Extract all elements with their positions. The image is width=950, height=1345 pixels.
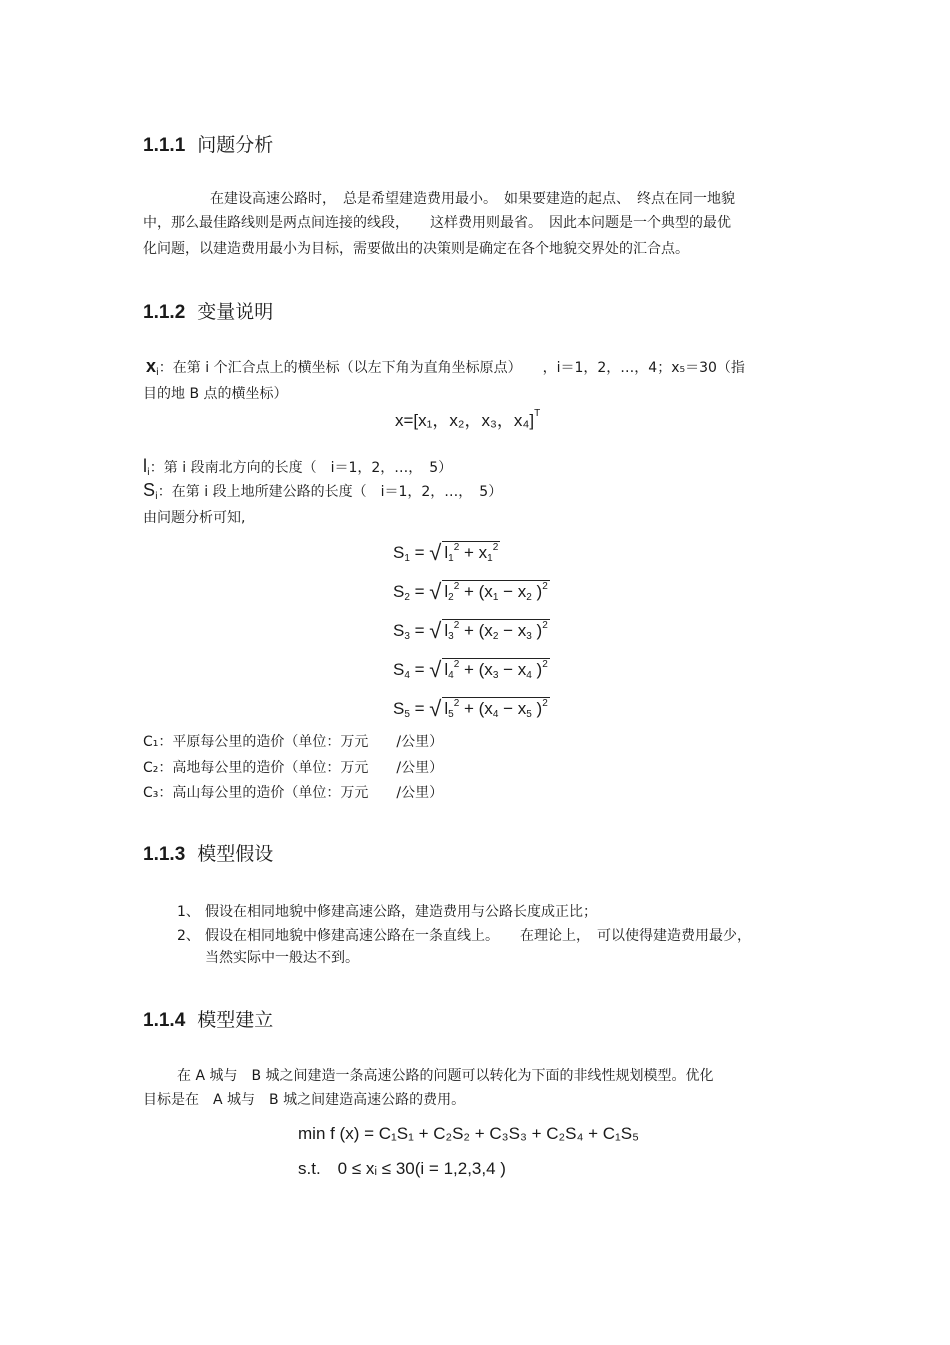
- li-description: ：第 i 段南北方向的长度（ i＝1，2，…， 5）: [149, 460, 453, 476]
- si-symbol: S: [143, 480, 156, 500]
- li-subscript: i: [147, 467, 150, 478]
- derivation-intro: 由问题分析可知,: [143, 510, 246, 526]
- xi-symbol: x: [146, 356, 157, 376]
- model-line-2: 目标是在 A 城与 B 城之间建造高速公路的费用。: [143, 1092, 466, 1108]
- section-title: 变量说明: [197, 301, 274, 323]
- si-description: ：在第 i 段上地所建公路的长度（ i＝1，2，…， 5）: [157, 484, 503, 500]
- assumption-number: 2、: [177, 928, 200, 944]
- equation-s2: $S_2$ = √ $l_2^2 + (x_1 - x_2$ )$^2$: [393, 579, 548, 604]
- vector-x: [395, 406, 540, 431]
- objective-function: min f (x) = C₁S₁ + C₂S₂ + C₃S₃ + C₂S₄ + C₁S₅: [298, 1124, 639, 1143]
- assumption-2: [177, 925, 751, 945]
- xi-description: ：在第 i 个汇合点上的横坐标（以左下角为直角坐标原点） ，i＝1，2，…，4；x₅＝30（指: [158, 360, 745, 376]
- section-title: 模型假设: [197, 843, 274, 865]
- si-subscript: i: [155, 491, 158, 502]
- equation-s3: $S_3$ = √ $l_3^2 + (x_2 - x_3$ )$^2$: [393, 618, 548, 643]
- section-number: 1.1.3: [143, 844, 186, 865]
- section-heading-4: [143, 1005, 273, 1032]
- assumption-2-continued: 当然实际中一般达不到。: [205, 950, 359, 966]
- assumption-number: 1、: [177, 904, 200, 920]
- cost-c3: C₃：高山每公里的造价（单位：万元 /公里）: [143, 785, 444, 801]
- analysis-line-1: 在建设高速公路时， 总是希望建造费用最小。 如果要建造的起点、 终点在同一地貌: [210, 191, 735, 207]
- variable-si: [143, 480, 502, 502]
- section-number: 1.1.2: [143, 302, 186, 323]
- section-heading-2: [143, 297, 273, 324]
- section-title: 模型建立: [197, 1009, 274, 1031]
- variable-xi-continued: 目的地 B 点的横坐标）: [143, 386, 288, 402]
- li-symbol: l: [143, 456, 147, 476]
- section-number: 1.1.1: [143, 135, 186, 156]
- section-heading-3: [143, 839, 273, 866]
- model-line-1: 在 A 城与 B 城之间建造一条高速公路的问题可以转化为下面的非线性规划模型。优化: [177, 1068, 714, 1084]
- analysis-line-3: 化问题，以建造费用最小为目标，需要做出的决策则是确定在各个地貌交界处的汇合点。: [143, 241, 689, 257]
- variable-li: [143, 456, 452, 478]
- xi-subscript: i: [156, 367, 159, 378]
- vector-expression: x=[x₁，x₂，x₃，x₄]: [395, 411, 535, 430]
- assumption-text: 假设在相同地貌中修建高速公路在一条直线上。 在理论上， 可以使得建造费用最少，: [205, 928, 751, 944]
- section-heading-1: [143, 130, 273, 157]
- cost-c1: C₁：平原每公里的造价（单位：万元 /公里）: [143, 734, 444, 750]
- section-number: 1.1.4: [143, 1010, 186, 1031]
- analysis-line-2: 中，那么最佳路线则是两点间连接的线段， 这样费用则最省。 因此本问题是一个典型的最优: [143, 215, 731, 231]
- equation-s4: $S_4$ = √ $l_4^2 + (x_3 - x_4$ )$^2$: [393, 657, 548, 682]
- transpose-superscript: T: [534, 408, 541, 419]
- assumption-text: 假设在相同地貌中修建高速公路，建造费用与公路长度成正比；: [205, 904, 597, 920]
- constraint: s.t. 0 ≤ xᵢ ≤ 30(i = 1,2,3,4 ): [298, 1159, 506, 1178]
- assumption-1: [177, 901, 597, 921]
- equation-s1: $S_1$ = √ $l_1^2 + x_1^2$: [393, 540, 499, 565]
- equation-s5: $S_5$ = √ $l_5^2 + (x_4 - x_5$ )$^2$: [393, 696, 548, 721]
- section-title: 问题分析: [197, 134, 274, 156]
- cost-c2: C₂：高地每公里的造价（单位：万元 /公里）: [143, 760, 444, 776]
- variable-xi: [146, 356, 745, 378]
